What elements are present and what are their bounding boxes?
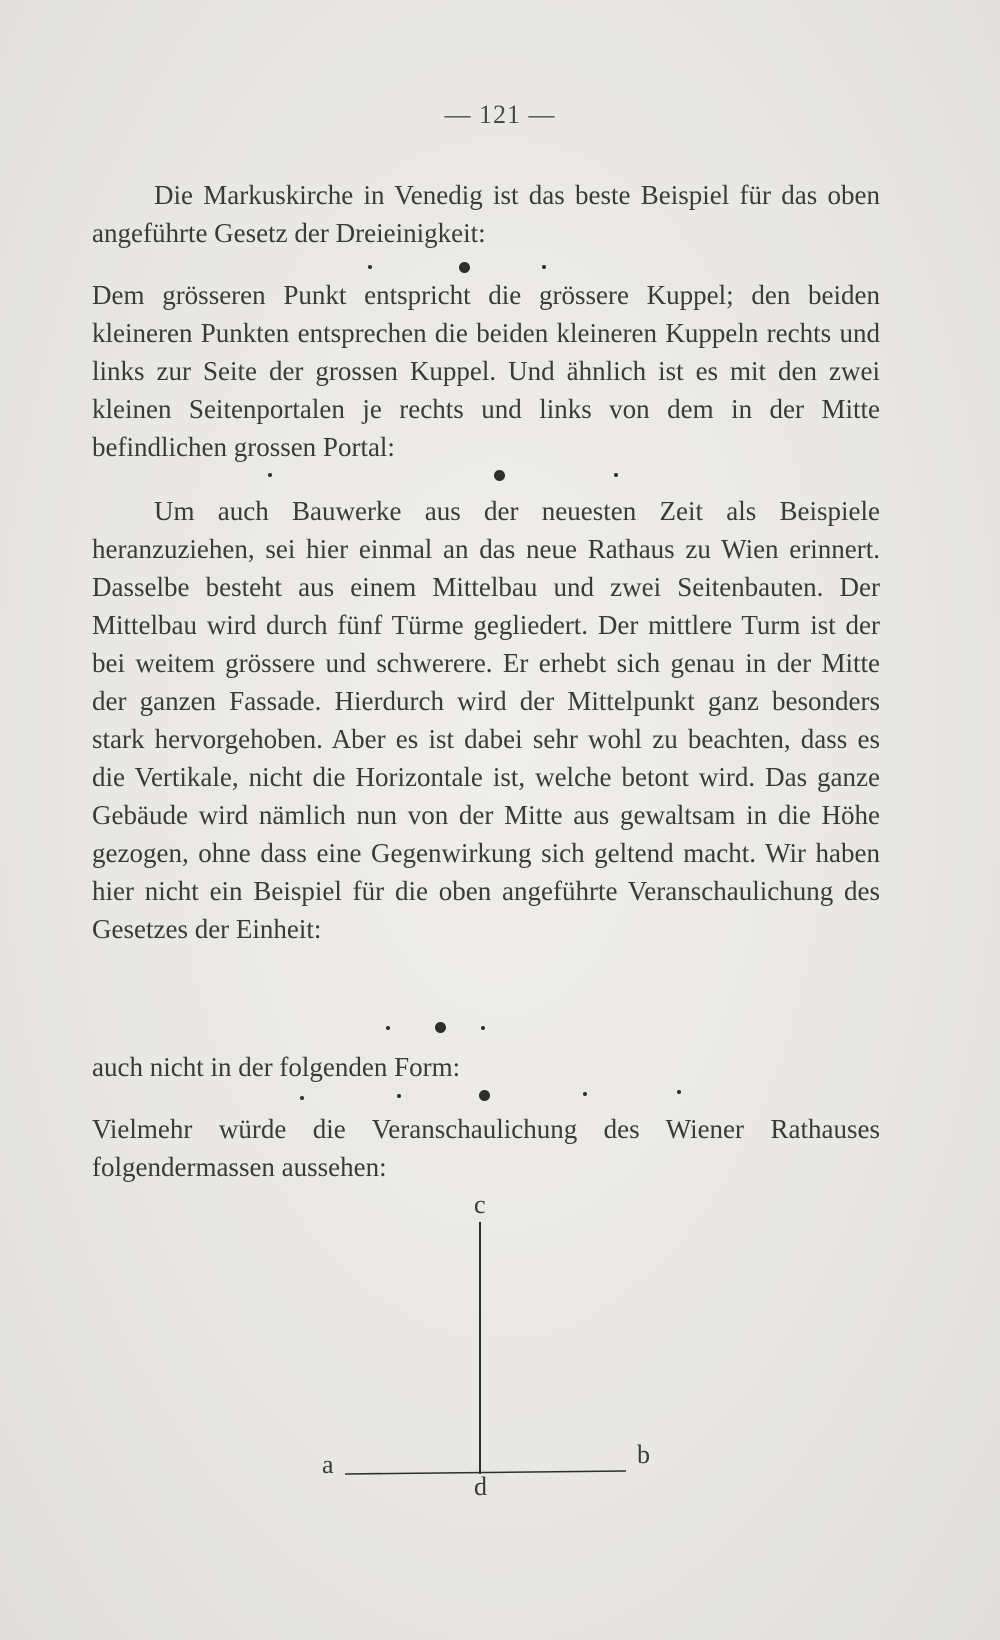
diagram-label-bottom: d (474, 1472, 487, 1501)
diagram-label-right: b (637, 1440, 650, 1469)
page-number: — 121 — (444, 100, 556, 129)
paragraph-text: auch nicht in der folgenden Form: (92, 1052, 461, 1082)
paragraph-text: Um auch Bauwerke aus der neuesten Zeit als Beispiele heranzuziehen, sei hier einmal an das neue Rathaus zu Wien erinnert. Dasselbe besteht aus einem Mittelbau und zwei Seitenbauten. Der Mittelbau wird durch fünf Türme gegliedert. Der mittlere Turm ist der bei weitem grössere und schwerere. Er erhebt sich genau in der Mitte der ganzen Fassade. Hierdurch wird der Mittelpunkt ganz besonders stark hervorgehoben. Aber es ist dabei sehr wohl zu beachten, dass es die Vertikale, nicht die Horizontale ist, welche betont wird. Das ganze Gebäude wird nämlich nun von der Mitte aus gewaltsam in die Höhe gezogen, ohne dass eine Gegenwirkung sich geltend macht. Wir haben hier nicht ein Beispiel für die oben angeführte Veranschaulichung des Gesetzes der Einheit: (92, 496, 880, 944)
paragraph-text: Die Markuskirche in Venedig ist das beste Beispiel für das oben angeführte Gesetz der Dreieinigkeit: (92, 180, 880, 248)
diagram-label-top: c (474, 1190, 486, 1219)
paragraph-text: Vielmehr würde die Veranschaulichung des Wiener Rathauses folgendermassen aussehen: (92, 1114, 880, 1182)
paragraph-text: Dem grösseren Punkt entspricht die grössere Kuppel; den beiden kleineren Punkten entsprechen die beiden kleineren Kuppeln rechts und links zur Seite der grossen Kuppel. Und ähnlich ist es mit den zwei kleinen Seitenportalen je rechts und links von dem in der Mitte befindlichen grossen Portal: (92, 280, 880, 462)
diagram-label-left: a (322, 1450, 334, 1479)
